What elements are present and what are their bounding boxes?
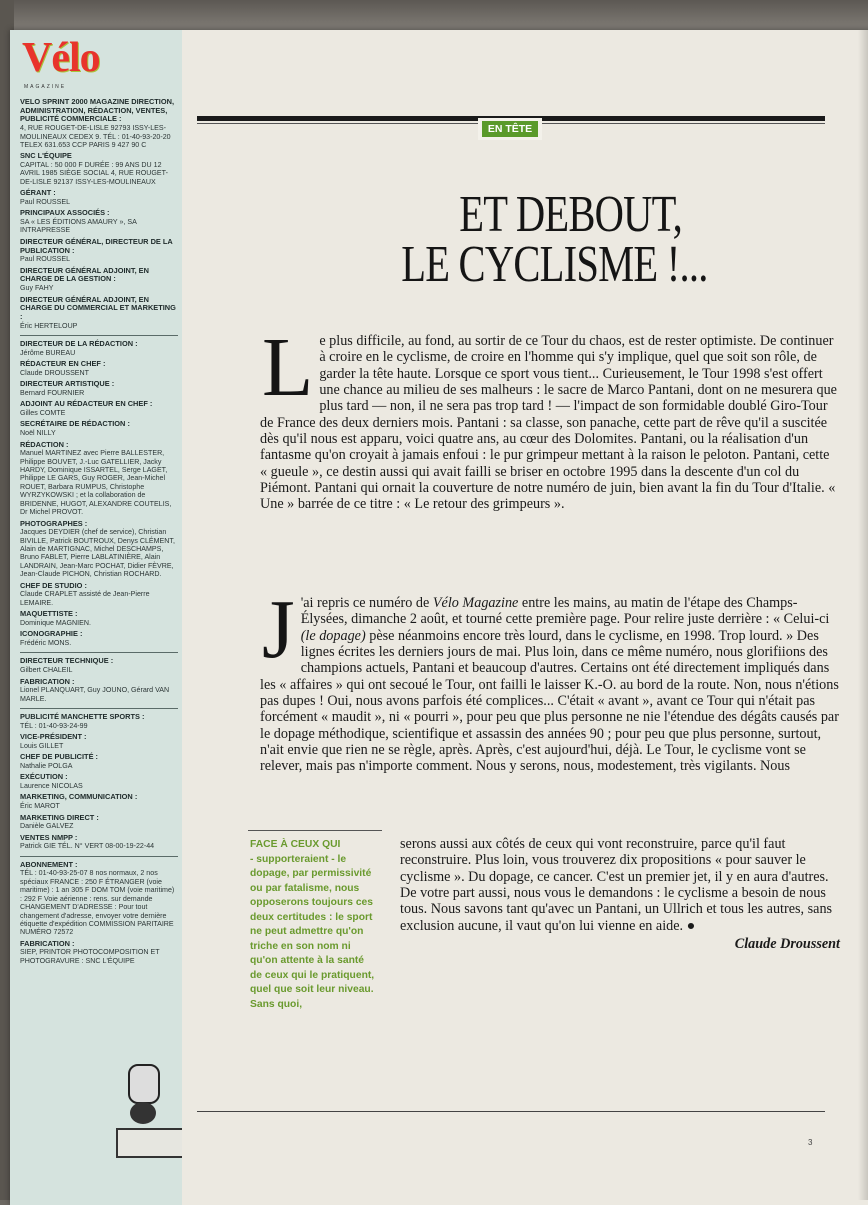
masthead-entry bbox=[20, 610, 178, 627]
masthead-entry bbox=[20, 340, 178, 357]
masthead-entry bbox=[20, 713, 178, 730]
masthead-heading: RÉDACTION : bbox=[20, 439, 69, 449]
page-number: 3 bbox=[808, 1138, 813, 1147]
masthead-entry bbox=[20, 630, 178, 647]
masthead-text: Bernard FOURNIER bbox=[20, 388, 85, 397]
masthead-heading: CHEF DE PUBLICITÉ : bbox=[20, 752, 99, 762]
masthead-heading: DIRECTEUR DE LA RÉDACTION : bbox=[20, 339, 138, 349]
masthead-text: Claude CRAPLET assisté de Jean-Pierre LEMAIRE. bbox=[20, 590, 150, 607]
masthead-text: Noël NILLY bbox=[20, 429, 56, 438]
paragraph-3 bbox=[400, 836, 840, 952]
masthead-heading: GÉRANT : bbox=[20, 188, 56, 198]
masthead-heading: PRINCIPAUX ASSOCIÉS : bbox=[20, 208, 110, 218]
masthead-text: Danièle GALVEZ bbox=[20, 822, 74, 831]
pullquote-rule bbox=[248, 830, 382, 831]
masthead-list bbox=[20, 98, 178, 968]
paragraph-3-text: serons aussi aux côtés de ceux qui vont reconstruire, parce qu'il faut reconstruire. Plus loin, vous trouverez dix propositions « pour sauver le cyclisme ». Du dopage, ce cancer. C'est un premier jet, il y en aura d'autres. De votre part aussi, nous vous le demandons : le cyclisme a besoin de nous tous. Nous savons tant qu'avec un Pantani, un Ullrich et tous les autres, sans exclusion aucune, il vaut qu'on lui vienne en aide. ● bbox=[400, 836, 833, 934]
masthead-entry bbox=[20, 814, 178, 831]
masthead-text: Guy FAHY bbox=[20, 284, 54, 293]
masthead-divider bbox=[20, 652, 178, 653]
masthead-heading: CHEF DE STUDIO : bbox=[20, 580, 87, 590]
paragraph-1-text: e plus difficile, au fond, au sortir de ce Tour du chaos, est de rester optimiste. De continuer à croire en le cyclisme, de croire en l'homme qui s'y implique, quel que soit son rôle, de garder la tête haute. Lorsque ce sport vous tient... Curieusement, le Tour 1998 s'est offert une chance au milieu de ses malheurs : le sacre de Marco Pantani, dont on ne mesurera que plus tard — non, il ne sera pas trop tard ! — l'impact de son formidable doublé Giro-Tour de France des deux derniers mois. Pantani : sa classe, son panache, cette part de rêve qu'il a suscitée dès qu'il nous est apparu, voici quatre ans, au cœur des Dolomites. Pantani, ou la réalisation d'un fantasme qu'on croyait à jamais enfoui : le pur grimpeur mettant à la raison le peloton. Pantani, cette « gueule », ce destin aussi qui avait failli se briser en octobre 1995 dans la descente d'un col du Piémont. Pantani qui ornait la couverture de notre numéro de juin, bien avant la fin du Tour d'Italie. « Une » barrée de ce titre : « Le retour des grimpeurs ». bbox=[260, 333, 837, 513]
masthead-text: TÉL : 01-40-93-25-07 8 nos normaux, 2 nos spéciaux FRANCE : 250 F ÉTRANGER (voie maritime) : 1 an 305 F DOM TOM (voie maritime) : 292 F Voie aérienne : rens. sur demande CHANGEMENT D'ADRESSE : Pour tout changement d'adresse, envoyer votre dernière étiquette d'expédition COMMISSION PARITAIRE NUMÉRO 72572 bbox=[20, 869, 175, 937]
masthead-text: Frédéric MONS. bbox=[20, 638, 72, 647]
masthead-heading: DIRECTEUR GÉNÉRAL, DIRECTEUR DE LA PUBLICATION : bbox=[20, 236, 173, 255]
masthead-heading: ABONNEMENT : bbox=[20, 859, 78, 869]
paragraph-2-italic-b: (le dopage) bbox=[300, 627, 366, 644]
masthead-text: Paul ROUSSEL bbox=[20, 197, 71, 206]
masthead-entry bbox=[20, 657, 178, 674]
section-tag-label: EN TÊTE bbox=[482, 121, 538, 137]
masthead-entry bbox=[20, 360, 178, 377]
masthead-heading: VICE-PRÉSIDENT : bbox=[20, 732, 87, 742]
masthead-heading: MAQUETTISTE : bbox=[20, 609, 78, 619]
dropcap-1: L bbox=[262, 321, 314, 414]
paragraph-2-text-c: pèse néanmoins encore très lourd, dans le cyclisme, en 1998. Trop lourd. » Des lignes écrites les derniers jours de mai. Plus loin, dans ce même numéro, nous glorifiions des champions actuels, Pantani et beaucoup d'autres. Certains ont été directement impliqués dans les « affaires » qui ont secoué le Tour, ont failli le laisser K.-O. au bord de la route. Non, nous n'étions pas dupes ! Oui, nous avons parfois été complices... C'était « avant », avant ce Tour qui n'était pas forcément « maudit », ni « pourri », pour peu que plus personne ne nie l'étendue des dégâts causés par le dopage méthodique, scientifique et assassin des années 90 ; pour peu que plus personne, surtout, n'ait envie que rien ne se règle, après. Après, c'est aujourd'hui, déjà. Le Tour, le cyclisme vont se relever, mais pas n'importe comment. Nous y serons, nous, modestement, très vigilants. Nous bbox=[260, 627, 839, 775]
masthead-text: Éric HERTELOUP bbox=[20, 321, 78, 330]
masthead-text: Louis GILLET bbox=[20, 741, 64, 750]
dropcap-2: J bbox=[262, 583, 295, 676]
masthead-text: Jérôme BUREAU bbox=[20, 348, 76, 357]
headline bbox=[401, 186, 708, 293]
bottom-rule bbox=[197, 1111, 825, 1112]
masthead-heading: DIRECTEUR GÉNÉRAL ADJOINT, EN CHARGE DU COMMERCIAL ET MARKETING : bbox=[20, 294, 176, 321]
masthead-heading: SNC L'ÉQUIPE bbox=[20, 151, 72, 161]
masthead-entry bbox=[20, 773, 178, 790]
publisher-seal-icon bbox=[128, 1064, 160, 1104]
page-edge-shadow bbox=[858, 30, 868, 1200]
masthead-heading: RÉDACTEUR EN CHEF : bbox=[20, 359, 106, 369]
masthead-entry bbox=[20, 520, 178, 579]
article-area bbox=[182, 30, 868, 1205]
masthead-entry bbox=[20, 940, 178, 966]
masthead-text: Nathalie POLGA bbox=[20, 761, 73, 770]
masthead-heading: PUBLICITÉ MANCHETTE SPORTS : bbox=[20, 712, 145, 722]
paragraph-2-text-a: 'ai repris ce numéro de bbox=[300, 595, 433, 611]
masthead-entry bbox=[20, 238, 178, 264]
masthead-heading: MARKETING, COMMUNICATION : bbox=[20, 792, 138, 802]
masthead-heading: DIRECTEUR GÉNÉRAL ADJOINT, EN CHARGE DE LA GESTION : bbox=[20, 265, 149, 284]
masthead-text: SIEP, PRINTOR PHOTOCOMPOSITION ET PHOTOGRAVURE : SNC L'ÉQUIPE bbox=[20, 948, 160, 965]
masthead-text: Jacques DEYDIER (chef de service), Christian BIVILLE, Patrick BOUTROUX, Denys CLÉMENT, Alain de MARTIGNAC, Michel DESCHAMPS, Bruno FABLET, Pierre LABLATINIÈRE, Alain LANDRAIN, Jean-Marc POCHAT, Didier FÈVRE, Jean-Claude PICHON, Christian ROCHARD. bbox=[20, 528, 175, 579]
masthead-entry bbox=[20, 582, 178, 608]
masthead-divider bbox=[20, 856, 178, 857]
masthead-text: Manuel MARTINEZ avec Pierre BALLESTER, Philippe BOUVET, J.-Luc GATELLIER, Jacky HARDY, Dominique ISSARTEL, Serge LAGET, Philippe LE GARS, Guy ROGER, Jean-Michel ROUET, Barbara RUMPUS, Christophe WYRZYKOWSKI ; et la collaboration de BRIDENNE, HUGOT, ALEXANDRE COUTELIS, Dr Michel PROVOT. bbox=[20, 449, 172, 517]
headline-line-1: ET DEBOUT, bbox=[459, 186, 682, 243]
pullquote-text: - supporteraient - le dopage, par permissivité ou par fatalisme, nous opposerons toujours ces deux certitudes : le sport ne peut admettre qu'on triche en son nom ni qu'on attente à la santé de ceux qui le pratiquent, quel que soit leur niveau. Sans quoi, bbox=[250, 853, 375, 1010]
masthead-text: SA « LES ÉDITIONS AMAURY », SA INTRAPRESSE bbox=[20, 218, 137, 235]
masthead-entry bbox=[20, 267, 178, 293]
ojd-badge-icon bbox=[130, 1102, 156, 1124]
masthead-entry bbox=[20, 441, 178, 517]
masthead-entry bbox=[20, 98, 178, 149]
masthead-text: Éric MAROT bbox=[20, 802, 60, 811]
masthead-heading: FABRICATION : bbox=[20, 676, 75, 686]
paragraph-2 bbox=[260, 583, 840, 775]
section-tag bbox=[478, 118, 542, 140]
masthead-text: TÉL : 01-40-93-24-99 bbox=[20, 721, 88, 730]
masthead-divider bbox=[20, 708, 178, 709]
paragraph-2-text-b: entre les mains, au matin de l'étape des Champs-Élysées, dimanche 2 août, et tourné cette première page. Pour relire juste derrière : « Celui-ci bbox=[300, 595, 830, 628]
masthead-entry bbox=[20, 834, 178, 851]
masthead-entry bbox=[20, 189, 178, 206]
masthead-entry bbox=[20, 400, 178, 417]
masthead-text: CAPITAL : 50 000 F DURÉE : 99 ANS DU 12 AVRIL 1985 SIÈGE SOCIAL 4, RUE ROUGET-DE-LISLE 92137 ISSY-LES-MOULINEAUX bbox=[20, 161, 168, 186]
printer-logo-icon bbox=[116, 1128, 182, 1158]
pullquote bbox=[250, 838, 378, 1012]
paragraph-2-italic-a: Vélo Magazine bbox=[432, 595, 519, 611]
masthead-entry bbox=[20, 209, 178, 235]
masthead-heading: EXÉCUTION : bbox=[20, 772, 68, 782]
velo-logo bbox=[20, 35, 120, 90]
masthead-entry bbox=[20, 753, 178, 770]
masthead-entry bbox=[20, 296, 178, 331]
masthead-heading: VELO SPRINT 2000 MAGAZINE DIRECTION, ADMINISTRATION, RÉDACTION, VENTES, PUBLICITÉ COMMERCIALE : bbox=[20, 97, 174, 124]
masthead-entry bbox=[20, 793, 178, 810]
logo-text: Vélo bbox=[22, 35, 100, 81]
masthead-text: Laurence NICOLAS bbox=[20, 782, 83, 791]
headline-line-2: LE CYCLISME !... bbox=[401, 236, 708, 293]
signature: Claude Droussent bbox=[734, 936, 840, 953]
masthead-heading: ICONOGRAPHIE : bbox=[20, 629, 83, 639]
masthead-entry bbox=[20, 733, 178, 750]
masthead-text: Claude DROUSSENT bbox=[20, 368, 89, 377]
masthead-text: Lionel PLANQUART, Guy JOUNO, Gérard VAN MARLE. bbox=[20, 686, 170, 703]
masthead-text: Gilles COMTE bbox=[20, 409, 66, 418]
masthead-text: Paul ROUSSEL bbox=[20, 255, 71, 264]
masthead-entry bbox=[20, 380, 178, 397]
masthead-divider bbox=[20, 335, 178, 336]
masthead-heading: DIRECTEUR ARTISTIQUE : bbox=[20, 379, 115, 389]
masthead-text: Dominique MAGNIEN. bbox=[20, 618, 91, 627]
masthead-heading: FABRICATION : bbox=[20, 938, 75, 948]
masthead-text: 4, RUE ROUGET-DE-LISLE 92793 ISSY-LES-MOULINEAUX CEDEX 9. TÉL : 01-40-93-20-20 TELEX 631.653 CCP PARIS 9 427 90 C bbox=[20, 124, 171, 149]
paragraph-1 bbox=[260, 321, 840, 513]
masthead-entry bbox=[20, 420, 178, 437]
masthead-heading: SECRÉTAIRE DE RÉDACTION : bbox=[20, 419, 130, 429]
masthead-heading: ADJOINT AU RÉDACTEUR EN CHEF : bbox=[20, 399, 153, 409]
masthead-entry bbox=[20, 678, 178, 704]
masthead-text: Patrick GIE TÉL. N° VERT 08-00-19-22-44 bbox=[20, 842, 155, 851]
masthead-sidebar bbox=[10, 30, 182, 1205]
masthead-entry bbox=[20, 152, 178, 186]
masthead-text: Gilbert CHALEIL bbox=[20, 666, 73, 675]
masthead-heading: DIRECTEUR TECHNIQUE : bbox=[20, 656, 114, 666]
masthead-entry bbox=[20, 861, 178, 937]
masthead-heading: VENTES NMPP : bbox=[20, 832, 78, 842]
masthead-heading: MARKETING DIRECT : bbox=[20, 812, 99, 822]
pullquote-lead: FACE À CEUX QUI bbox=[250, 839, 341, 850]
masthead-heading: PHOTOGRAPHES : bbox=[20, 518, 88, 528]
logo-subtitle: MAGAZINE bbox=[24, 84, 67, 90]
